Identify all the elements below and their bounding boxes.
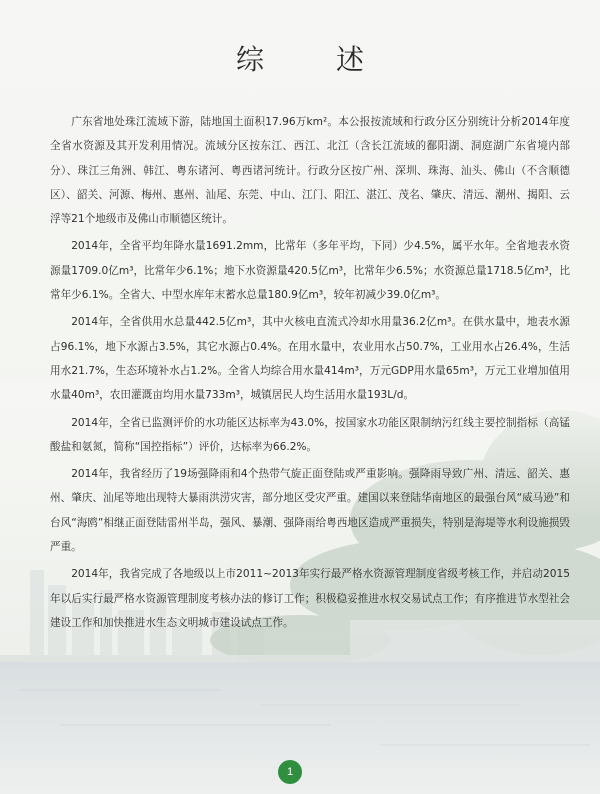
paragraph-disasters: 2014年，我省经历了19场强降雨和4个热带气旋正面登陆或严重影响。强降雨导致广州、清远、韶关、惠州、肇庆、汕尾等地出现特大暴雨洪涝灾害，部分地区受灾严重。建国以来登陆华南地区的最强台风“威马逊”和台风“海鸥”相继正面登陆雷州半岛，强风、暴潮、强降雨给粤西地区造成严重损失，特别是海堤等水利设施损毁严重。: [50, 468, 570, 554]
page-number-badge: 1: [278, 760, 302, 784]
paragraph-water-use: 2014年，全省供用水总量442.5亿m³，其中火核电直流式冷却水用量36.2亿m³。在供水量中，地表水源占96.1%，地下水源占3.5%，其它水源占0.4%。在用水量中，农业用水占50.7%，工业用水占26.4%，生活用水21.7%，生态环境补水占1.2%。全省人均综合用水量414m³，万元GDP用水量65m³，万元工业增加值用水量40m³，农田灌溉亩均用水量733m³，城镇居民人均生活用水量193L/d。: [50, 316, 570, 402]
page-title: 综 述: [235, 43, 386, 76]
paragraph-water-quality: 2014年，全省已监测评价的水功能区达标率为43.0%，按国家水功能区限制纳污红线主要控制指标（高锰酸盐和氨氮，简称“国控指标”）评价，达标率为66.2%。: [50, 416, 570, 453]
paragraph-precipitation: 2014年，全省平均年降水量1691.2mm，比常年（多年平均，下同）少4.5%，属平水年。全省地表水资源量1709.0亿m³，比常年少6.1%；地下水资源量420.5亿m³，比常年少6.5%；水资源总量1718.5亿m³，比常年少6.1%。全省大、中型水库年末蓄水总量180.9亿m³，较年初减少39.0亿m³。: [50, 240, 570, 302]
summary-body: [50, 110, 570, 638]
paragraph-overview: 广东省地处珠江流域下游，陆地国土面积17.96万km²。本公报按流域和行政分区分别统计分析2014年度全省水资源及其开发利用情况。流域分区按东江、西江、北江（含长江流域的鄱阳湖、洞庭湖广东省境内部分）、珠江三角洲、韩江、粤东诸河、粤西诸河统计。行政分区按广州、深圳、珠海、汕头、佛山（不含顺德区）、韶关、河源、梅州、惠州、汕尾、东莞、中山、江门、阳江、湛江、茂名、肇庆、清远、潮州、揭阳、云浮等21个地级市及佛山市顺德区统计。: [50, 116, 570, 226]
paragraph-management: 2014年，我省完成了各地级以上市2011~2013年实行最严格水资源管理制度省级考核工作，并启动2015年以后实行最严格水资源管理制度考核办法的修订工作；积极稳妥推进水权交易试点工作；有序推进节水型社会建设工作和加快推进水生态文明城市建设试点工作。: [50, 568, 570, 629]
